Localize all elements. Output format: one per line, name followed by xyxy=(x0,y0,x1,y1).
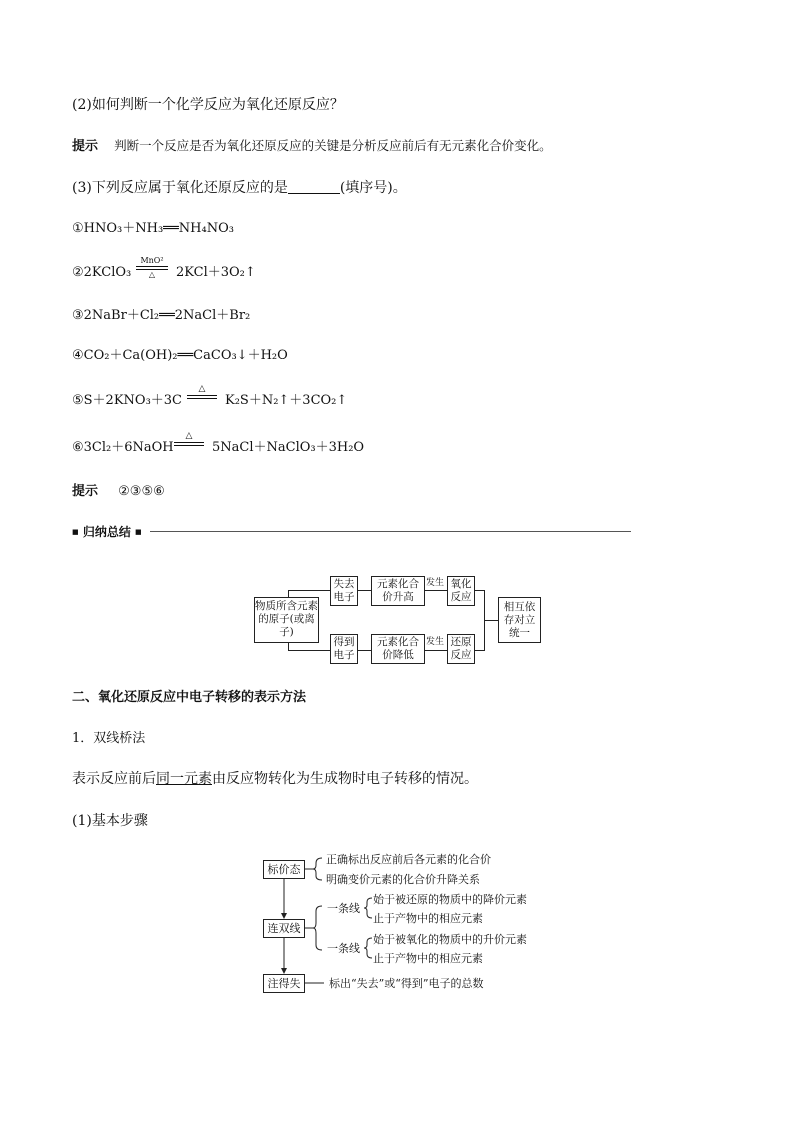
reduction-box: 还原反应 xyxy=(447,634,475,664)
question-3-suffix: (填序号)。 xyxy=(339,180,407,196)
oxidation-box: 氧化反应 xyxy=(447,576,475,606)
line-one-label: 一条线 xyxy=(327,902,360,915)
step3-detail: 标出“失去”或“得到”电子的总数 xyxy=(329,977,484,990)
line2-start: 始于被氧化的物质中的升价元素 xyxy=(373,933,527,946)
reaction-2-left: ②2KClO₃ xyxy=(72,265,132,280)
reaction-6-left: ⑥3Cl₂＋6NaOH xyxy=(72,440,174,455)
steps-title: (1)基本步骤 xyxy=(72,813,148,829)
reaction-5-left: ⑤S＋2KNO₃＋3C xyxy=(72,393,183,408)
heat-symbol: △ xyxy=(148,270,156,279)
reaction-3: ③2NaBr＋Cl₂══2NaCl＋Br₂ xyxy=(72,308,251,323)
lose-electrons-box: 失去电子 xyxy=(330,576,358,606)
reaction-6-right: 5NaCl＋NaClO₃＋3H₂O xyxy=(212,440,365,455)
square-bullet-icon: ■ xyxy=(135,527,142,536)
description-text: 由反应物转化为生成物时电子转移的情况。 xyxy=(212,771,478,787)
reaction-4: ④CO₂＋Ca(OH)₂══CaCO₃↓＋H₂O xyxy=(72,348,288,363)
unity-box: 相互依存对立统一 xyxy=(498,597,541,643)
valence-drop-box: 元素化合价降低 xyxy=(371,634,425,664)
line2-end: 止于产物中的相应元素 xyxy=(373,952,483,965)
step1-detail-a: 正确标出反应前后各元素的化合价 xyxy=(326,853,491,866)
step1-detail-b: 明确变价元素的化合价升降关系 xyxy=(326,873,480,886)
hint-text: 判断一个反应是否为氧化还原反应的关键是分析反应前后有无元素化合价变化。 xyxy=(114,138,552,153)
reaction-5-right: K₂S＋N₂↑＋3CO₂↑ xyxy=(225,393,348,408)
heat-symbol: △ xyxy=(185,431,193,441)
catalyst-label: MnO² xyxy=(140,256,164,265)
source-box: 物质所含元素的原子(或离子) xyxy=(254,597,319,643)
step-mark-valence: 标价态 xyxy=(263,860,305,879)
reaction-2-right: 2KCl＋3O₂↑ xyxy=(176,265,256,280)
line1-start: 始于被还原的物质中的降价元素 xyxy=(373,893,527,906)
happen-label: 发生 xyxy=(426,578,445,588)
hint-label: 提示 xyxy=(72,484,99,499)
square-bullet-icon: ■ xyxy=(72,527,79,536)
line1-end: 止于产物中的相应元素 xyxy=(373,912,483,925)
question-2: (2)如何判断一个化学反应为氧化还原反应？ xyxy=(72,97,344,113)
hint-label: 提示 xyxy=(72,139,99,154)
step-note-gain-loss: 注得失 xyxy=(263,974,305,993)
line-two-label: 一条线 xyxy=(327,942,360,955)
question-3-text: (3)下列反应属于氧化还原反应的是 xyxy=(72,180,288,196)
reaction-1: ①HNO₃＋NH₃══NH₄NO₃ xyxy=(72,221,234,236)
heat-symbol: △ xyxy=(198,384,206,394)
subsection-1-title: 1．双线桥法 xyxy=(72,731,146,746)
gain-electrons-box: 得到电子 xyxy=(330,634,358,664)
section-2-title: 二、氧化还原反应中电子转移的表示方法 xyxy=(72,690,307,705)
happen-label: 发生 xyxy=(426,637,445,647)
summary-title: 归纳总结 xyxy=(82,525,131,539)
description-text: 表示反应前后 xyxy=(72,771,156,787)
step-connect-lines: 连双线 xyxy=(263,919,305,938)
valence-rise-box: 元素化合价升高 xyxy=(371,576,425,606)
same-element-text: 同一元素 xyxy=(156,771,212,787)
hint-answer: ②③⑤⑥ xyxy=(118,484,165,499)
